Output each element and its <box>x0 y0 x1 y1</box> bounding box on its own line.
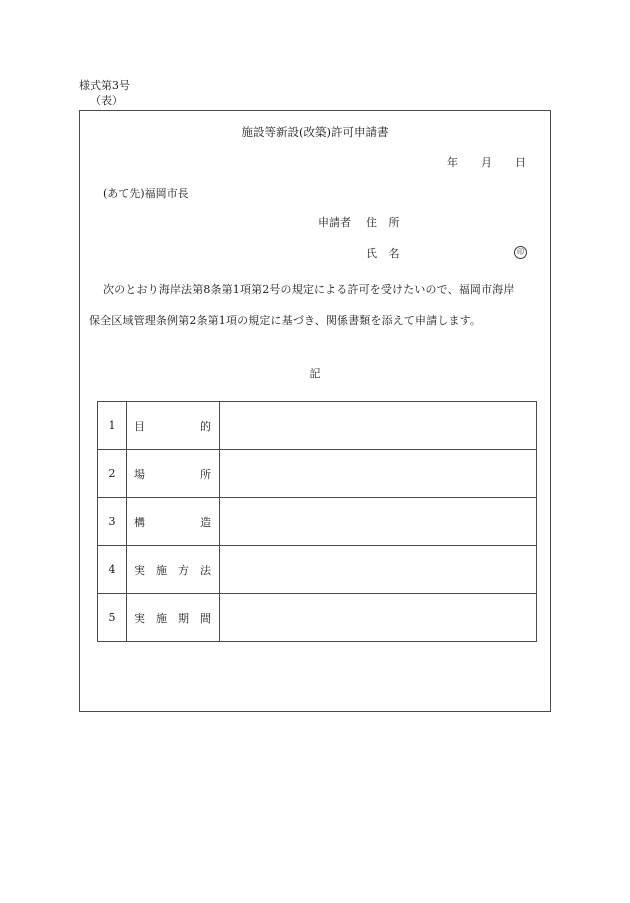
item-label-char: 目 <box>134 419 145 433</box>
item-label-char: 方 <box>178 563 189 577</box>
item-label <box>127 466 219 482</box>
item-label-char: 場 <box>134 467 145 481</box>
item-number: 2 <box>98 450 127 498</box>
item-label-char: 構 <box>134 515 145 529</box>
items-table <box>97 401 537 642</box>
body-text-line-1: 次のとおり海岸法第8条第1項第2号の規定による許可を受けたいので、福岡市海岸 <box>103 283 515 296</box>
seal-icon: 印 <box>514 246 527 259</box>
table-row <box>98 498 537 546</box>
address-label: 住 所 <box>366 216 404 229</box>
item-label-char: 所 <box>200 467 211 481</box>
item-label-char: 実 <box>134 563 145 577</box>
item-label-cell <box>127 402 220 450</box>
item-value-field[interactable] <box>220 594 537 642</box>
item-label-char: 実 <box>134 611 145 625</box>
table-row <box>98 450 537 498</box>
date-month-label: 月 <box>481 156 492 169</box>
item-label-cell <box>127 594 220 642</box>
item-label-char: 施 <box>156 611 167 625</box>
item-number: 1 <box>98 402 127 450</box>
item-label-char: 期 <box>178 611 189 625</box>
front-side-label: （表） <box>90 94 123 107</box>
table-row <box>98 402 537 450</box>
item-label <box>127 610 219 626</box>
item-number: 5 <box>98 594 127 642</box>
date-year-label: 年 <box>447 156 458 169</box>
item-label-char: 造 <box>200 515 211 529</box>
item-label-cell <box>127 546 220 594</box>
table-row <box>98 594 537 642</box>
applicant-label: 申請者 <box>318 216 351 229</box>
item-label-char: 間 <box>200 611 211 625</box>
item-label-char: 的 <box>200 419 211 433</box>
body-text-line-2: 保全区域管理条例第2条第1項の規定に基づき、関係書類を添えて申請します。 <box>89 314 482 327</box>
item-value-field[interactable] <box>220 546 537 594</box>
item-number: 4 <box>98 546 127 594</box>
ki-label: 記 <box>309 367 321 380</box>
item-label-cell <box>127 498 220 546</box>
item-number: 3 <box>98 498 127 546</box>
item-label-char: 法 <box>200 563 211 577</box>
item-label <box>127 562 219 578</box>
item-label <box>127 418 219 434</box>
name-label: 氏 名 <box>366 247 404 260</box>
item-label-char: 施 <box>156 563 167 577</box>
date-day-label: 日 <box>515 156 526 169</box>
document-title: 施設等新設(改築)許可申請書 <box>241 125 389 139</box>
item-label <box>127 514 219 530</box>
form-number: 様式第3号 <box>79 79 130 92</box>
addressee: (あて先)福岡市長 <box>103 187 189 200</box>
table-row <box>98 546 537 594</box>
item-value-field[interactable] <box>220 450 537 498</box>
item-value-field[interactable] <box>220 402 537 450</box>
item-label-cell <box>127 450 220 498</box>
item-value-field[interactable] <box>220 498 537 546</box>
